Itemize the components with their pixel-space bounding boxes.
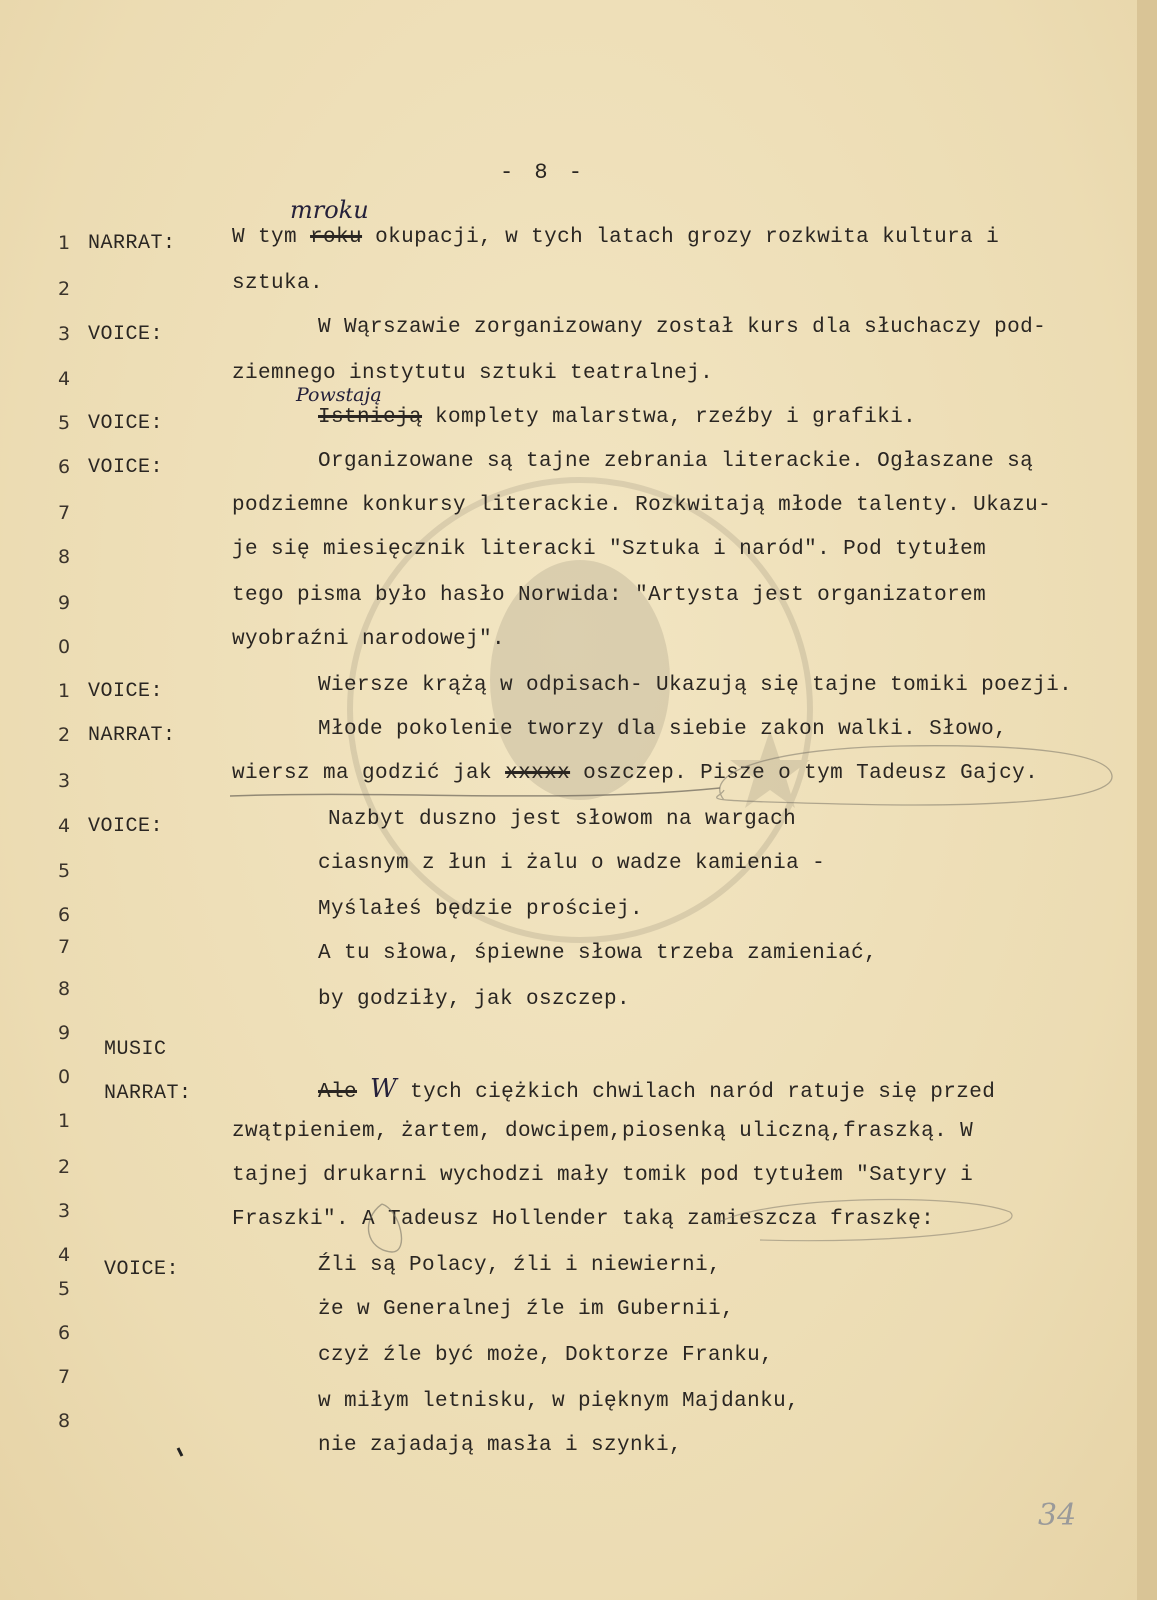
page-number: - 8 - [500, 160, 587, 185]
line-number: 0 [58, 636, 71, 658]
line-number: 6 [58, 456, 71, 478]
line-number: 6 [58, 904, 71, 926]
handwritten-page-mark: 34 [1038, 1498, 1077, 1533]
poem-line: by godziły, jak oszczep. [318, 988, 631, 1011]
text-line: podziemne konkursy literackie. Rozkwitają młode talenty. Ukazu- [232, 494, 1052, 517]
struck-word: Istnieją [318, 406, 423, 429]
line-number: 8 [58, 978, 71, 1000]
line-number: 4 [58, 1244, 71, 1266]
speaker-label: VOICE: [88, 815, 164, 838]
speaker-label: NARRAT: [104, 1082, 192, 1105]
line-number: 5 [58, 1278, 71, 1300]
speaker-label: VOICE: [88, 323, 164, 346]
text-line: Organizowane są tajne zebrania literackie. Ogłaszane są [318, 450, 1034, 473]
text-line: je się miesięcznik literacki "Sztuka i naród". Pod tytułem [232, 538, 987, 561]
line-number: 2 [58, 724, 71, 746]
poem-line: ciasnym z łun i żalu o wadze kamienia - [318, 852, 826, 875]
handwritten-capital-w: W [370, 1074, 398, 1104]
handwritten-insert-mroku: mroku [290, 196, 369, 224]
line-number: 2 [58, 278, 71, 300]
poem-line: nie zajadają masła i szynki, [318, 1434, 683, 1457]
text-line: W Wąrszawie zorganizowany został kurs dla słuchaczy pod- [318, 316, 1047, 339]
poem-line: Myślałeś będzie prościej. [318, 898, 644, 921]
line-number: 8 [58, 1410, 71, 1432]
text-line: sztuka. [232, 272, 324, 295]
line-number: 3 [58, 770, 71, 792]
text-line: Wiersze krążą w odpisach- Ukazują się tajne tomiki poezji. [318, 674, 1073, 697]
line-number: 4 [58, 368, 71, 390]
line-number: 3 [58, 323, 71, 345]
struck-word: Ale [318, 1081, 358, 1104]
line-number: 6 [58, 1322, 71, 1344]
speaker-label: VOICE: [88, 456, 164, 479]
line-number: 7 [58, 1366, 71, 1388]
text-line: wyobraźni narodowej". [232, 628, 506, 651]
line-number: 7 [58, 502, 71, 524]
line-number: 1 [58, 1110, 71, 1132]
text-line: W tym roku okupacji, w tych latach grozy rozkwita kultura i [232, 226, 1000, 249]
text-line: tego pisma było hasło Norwida: "Artysta jest organizatorem [232, 584, 987, 607]
line-number: 3 [58, 1200, 71, 1222]
line-number: 8 [58, 546, 71, 568]
text-line: Fraszki". A Tadeusz Hollender taką zamieszcza fraszkę: [232, 1208, 935, 1231]
poem-line: że w Generalnej źle im Gubernii, [318, 1298, 735, 1321]
speaker-label: VOICE: [88, 412, 164, 435]
text-line: ziemnego instytutu sztuki teatralnej. [232, 362, 714, 385]
paper-edge [1137, 0, 1157, 1600]
struck-word: xxxxx [505, 762, 571, 785]
line-number: 5 [58, 860, 71, 882]
line-number: 2 [58, 1156, 71, 1178]
poem-line: A tu słowa, śpiewne słowa trzeba zamieniać, [318, 942, 878, 965]
line-number: 9 [58, 1022, 71, 1044]
text-line: tajnej drukarni wychodzi mały tomik pod tytułem "Satyry i [232, 1164, 974, 1187]
line-number: 5 [58, 412, 71, 434]
text-line: Młode pokolenie tworzy dla siebie zakon walki. Słowo, [318, 718, 1008, 741]
poem-line: Źli są Polacy, źli i niewierni, [318, 1254, 722, 1277]
text-line: wiersz ma godzić jak xxxxx oszczep. Pisze o tym Tadeusz Gajcy. [232, 762, 1039, 785]
text-line: zwątpieniem, żartem, dowcipem,piosenką uliczną,fraszką. W [232, 1120, 974, 1143]
music-cue-label: MUSIC [104, 1038, 167, 1061]
poem-line: w miłym letnisku, w pięknym Majdanku, [318, 1390, 800, 1413]
struck-word: roku [310, 226, 363, 249]
poem-line: Nazbyt duszno jest słowom na wargach [328, 808, 797, 831]
handwritten-insert-powstaja: Powstają [296, 384, 382, 406]
speaker-label: NARRAT: [88, 232, 176, 255]
line-number: 1 [58, 680, 71, 702]
line-number: 9 [58, 592, 71, 614]
line-number: 4 [58, 815, 71, 837]
line-number: 1 [58, 232, 71, 254]
speaker-label: VOICE: [88, 680, 164, 703]
speaker-label: NARRAT: [88, 724, 176, 747]
speaker-label: VOICE: [104, 1258, 180, 1281]
line-number: 7 [58, 936, 71, 958]
poem-line: czyż źle być może, Doktorze Franku, [318, 1344, 774, 1367]
line-number: 0 [58, 1066, 71, 1088]
text-line: Ale W tych ciężkich chwilach naród ratuje się przed [318, 1074, 996, 1104]
text-line: Istnieją komplety malarstwa, rzeźby i grafiki. [318, 406, 917, 429]
